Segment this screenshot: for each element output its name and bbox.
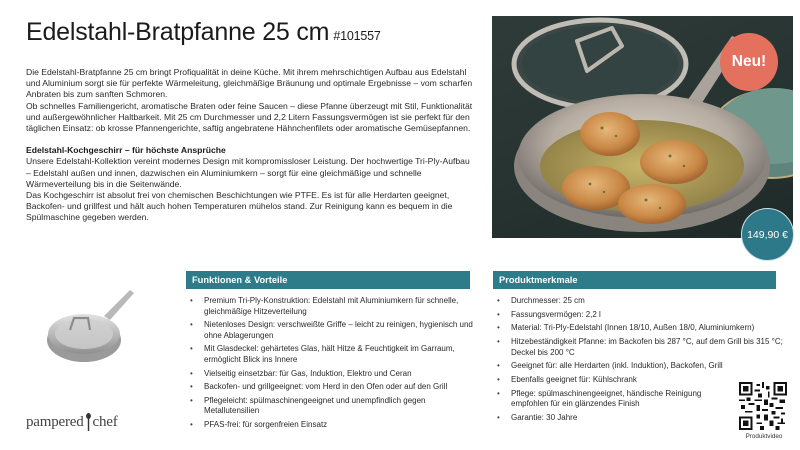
product-description xyxy=(26,67,476,224)
qr-label: Produktvideo xyxy=(745,433,783,440)
features-heading: Funktionen & Vorteile xyxy=(186,271,470,289)
feature-item: • Nietenloses Design: verschweißte Griffe – leicht zu reinigen, hygienisch und ohne Ablagerungen xyxy=(188,320,478,341)
spec-item: • Hitzebeständigkeit Pfanne: im Backofen bis 287 °C, auf dem Grill bis 315 °C; Deckel bis 200 °C xyxy=(495,337,795,358)
product-title xyxy=(26,18,381,47)
description-paragraph: Die Edelstahl-Bratpfanne 25 cm bringt Profiqualität in deine Küche. Mit ihrem mehrschichtigen Aufbau aus Edelstahl und Aluminium sorgt sie für perfekte Wärmeleitung, gleichmäßige Bräunung und optimale Ergebnisse – vom scharfen Anbraten bis zum sanften Schmoren. xyxy=(26,67,473,100)
spec-item: • Durchmesser: 25 cm xyxy=(495,296,795,307)
spec-item: • Ebenfalls geeignet für: Kühlschrank xyxy=(495,375,795,386)
description-paragraph: Das Kochgeschirr ist absolut frei von chemischen Beschichtungen wie PTFE. Es ist für alle Herdarten geeignet, Backofen- und grillfest und hält auch hohen Temperaturen mühelos stand. Zur Reinigung kann es bequem in die Spülmaschine gegeben werden. xyxy=(26,190,453,223)
spoon-icon xyxy=(86,413,91,431)
features-list xyxy=(188,296,478,434)
spec-item: • Pflege: spülmaschinengeeignet, händische Reinigung empfohlen für ein glänzendes Finish xyxy=(495,389,711,410)
spec-item: • Fassungsvermögen: 2,2 l xyxy=(495,310,795,321)
brand-logo-text-right: chef xyxy=(92,414,118,430)
brand-logo-text-left: pampered xyxy=(26,414,84,430)
price-badge: 149,90 € xyxy=(741,208,794,261)
description-paragraph: Unsere Edelstahl-Kollektion vereint modernes Design mit kompromissloser Leistung. Der hochwertige Tri-Ply-Aufbau – Edelstahl außen und innen, dazwischen ein Aluminiumkern – sorgt für eine gleichmäßige und schnelle Wärmeverteilung bis in die Seitenwände. xyxy=(26,156,470,189)
product-sku: #101557 xyxy=(333,29,381,43)
specs-heading: Produktmerkmale xyxy=(493,271,776,289)
feature-item: • Backofen- und grillgeeignet: vom Herd in den Ofen oder auf den Grill xyxy=(188,382,478,393)
description-paragraph: Ob schnelles Familiengericht, aromatische Braten oder feine Saucen – diese Pfanne überzeugt mit Stil, Funktionalität und außergewöhnlicher Haltbarkeit. Mit 25 cm Durchmesser und 2,2 Litern Fassungsvermögen ist sie perfekt für den täglichen Einsatz: ob krosse Pfannengerichte, saftig angebratene Hähnchenfilets oder aromatische Gemüsepfannen. xyxy=(26,100,473,134)
brand-logo xyxy=(26,413,118,431)
new-badge: Neu! xyxy=(720,33,778,91)
product-name: Edelstahl-Bratpfanne 25 cm xyxy=(26,18,330,46)
feature-item: • Vielseitig einsetzbar: für Gas, Induktion, Elektro und Ceran xyxy=(188,369,478,380)
qr-code[interactable] xyxy=(739,382,787,430)
feature-item: • PFAS-frei: für sorgenfreien Einsatz xyxy=(188,420,478,431)
spec-item: • Garantie: 30 Jahre xyxy=(495,413,795,424)
spec-item: • Material: Tri-Ply-Edelstahl (Innen 18/10, Außen 18/0, Aluminiumkern) xyxy=(495,323,795,334)
feature-item: • Mit Glasdeckel: gehärtetes Glas, hält Hitze & Feuchtigkeit im Garraum, ermöglicht Blick ins Innere xyxy=(188,344,478,365)
spec-item: • Geeignet für: alle Herdarten (inkl. Induktion), Backofen, Grill xyxy=(495,361,795,372)
description-subheading: Edelstahl-Kochgeschirr – für höchste Ansprüche xyxy=(26,145,226,156)
feature-item: • Premium Tri-Ply-Konstruktion: Edelstahl mit Aluminiumkern für schnelle, gleichmäßige Hitzeverteilung xyxy=(188,296,478,317)
small-pan-image xyxy=(44,288,136,370)
feature-item: • Pflegeleicht: spülmaschinengeeignet und unempfindlich gegen Metallutensilien xyxy=(188,396,478,417)
